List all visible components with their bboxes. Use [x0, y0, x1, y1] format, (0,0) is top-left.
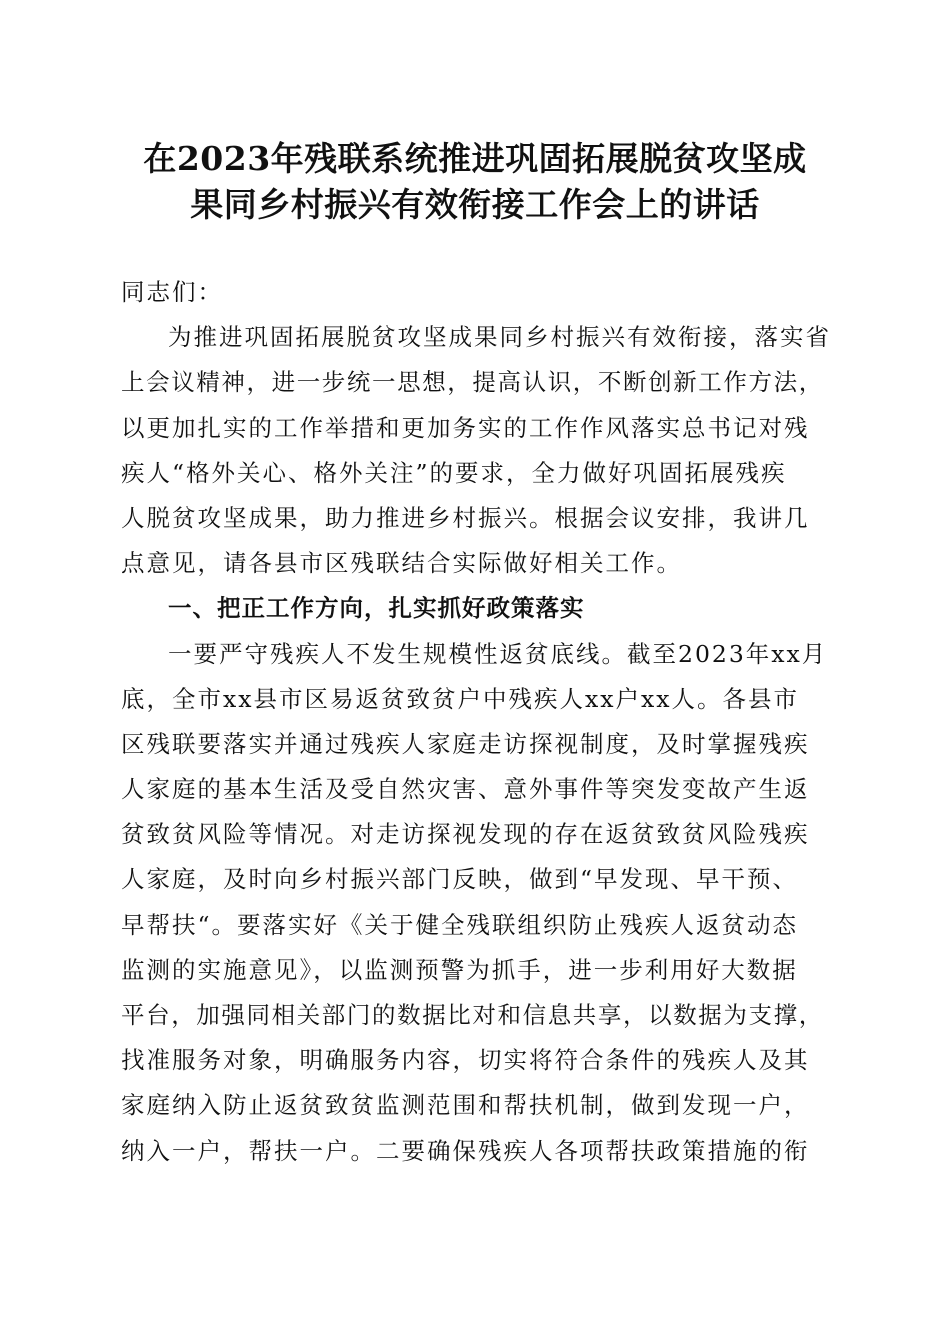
paragraph-line: 人脱贫攻坚成果，助力推进乡村振兴。根据会议安排，我讲几: [121, 503, 810, 532]
paragraph-line: 以更加扎实的工作举措和更加务实的工作作风落实总书记对残: [121, 413, 810, 442]
paragraph-line: 为推进巩固拓展脱贫攻坚成果同乡村振兴有效衔接，落实省: [168, 323, 831, 352]
paragraph-line: 人家庭的基本生活及受自然灾害、意外事件等突发变故产生返: [121, 775, 810, 804]
paragraph-line: 一要严守残疾人不发生规模性返贫底线。截至2023年xx月: [168, 639, 828, 668]
paragraph-line: 找准服务对象，明确服务内容，切实将符合条件的残疾人及其: [121, 1046, 810, 1075]
paragraph-line: 监测的实施意见》，以监测预警为抓手，进一步利用好大数据: [121, 955, 798, 984]
salutation: 同志们：: [121, 278, 223, 306]
paragraph-line: 平台，加强同相关部门的数据比对和信息共享，以数据为支撑，: [121, 1001, 824, 1029]
paragraph-line: 上会议精神，进一步统一思想，提高认识，不断创新工作方法，: [121, 368, 824, 397]
paragraph-line: 点意见，请各县市区残联结合实际做好相关工作。: [121, 549, 682, 578]
paragraph-line: 区残联要落实并通过残疾人家庭走访探视制度，及时掌握残疾: [121, 729, 810, 758]
paragraph-line: 纳入一户，帮扶一户。二要确保残疾人各项帮扶政策措施的衔: [121, 1136, 810, 1165]
document-body: [121, 270, 841, 1174]
document-title: [110, 136, 840, 228]
paragraph-line: 贫致贫风险等情况。对走访探视发现的存在返贫致贫风险残疾: [121, 820, 810, 849]
title-line-2: 果同乡村振兴有效衔接工作会上的讲话: [190, 185, 760, 224]
paragraph-line: 人家庭，及时向乡村振兴部门反映，做到“早发现、早干预、: [121, 865, 799, 894]
paragraph-line: 家庭纳入防止返贫致贫监测范围和帮扶机制，做到发现一户，: [121, 1091, 810, 1120]
paragraph-line: 底，全市xx县市区易返贫致贫户中残疾人xx户xx人。各县市: [121, 684, 800, 713]
title-line-1: 在2023年残联系统推进巩固拓展脱贫攻坚成: [143, 139, 807, 178]
paragraph-line: 疾人“格外关心、格外关注”的要求，全力做好巩固拓展残疾: [121, 458, 787, 487]
section-heading: 一、把正工作方向，扎实抓好政策落实: [168, 594, 585, 623]
paragraph-line: 早帮扶“。要落实好《关于健全残联组织防止残疾人返贫动态: [121, 910, 799, 939]
